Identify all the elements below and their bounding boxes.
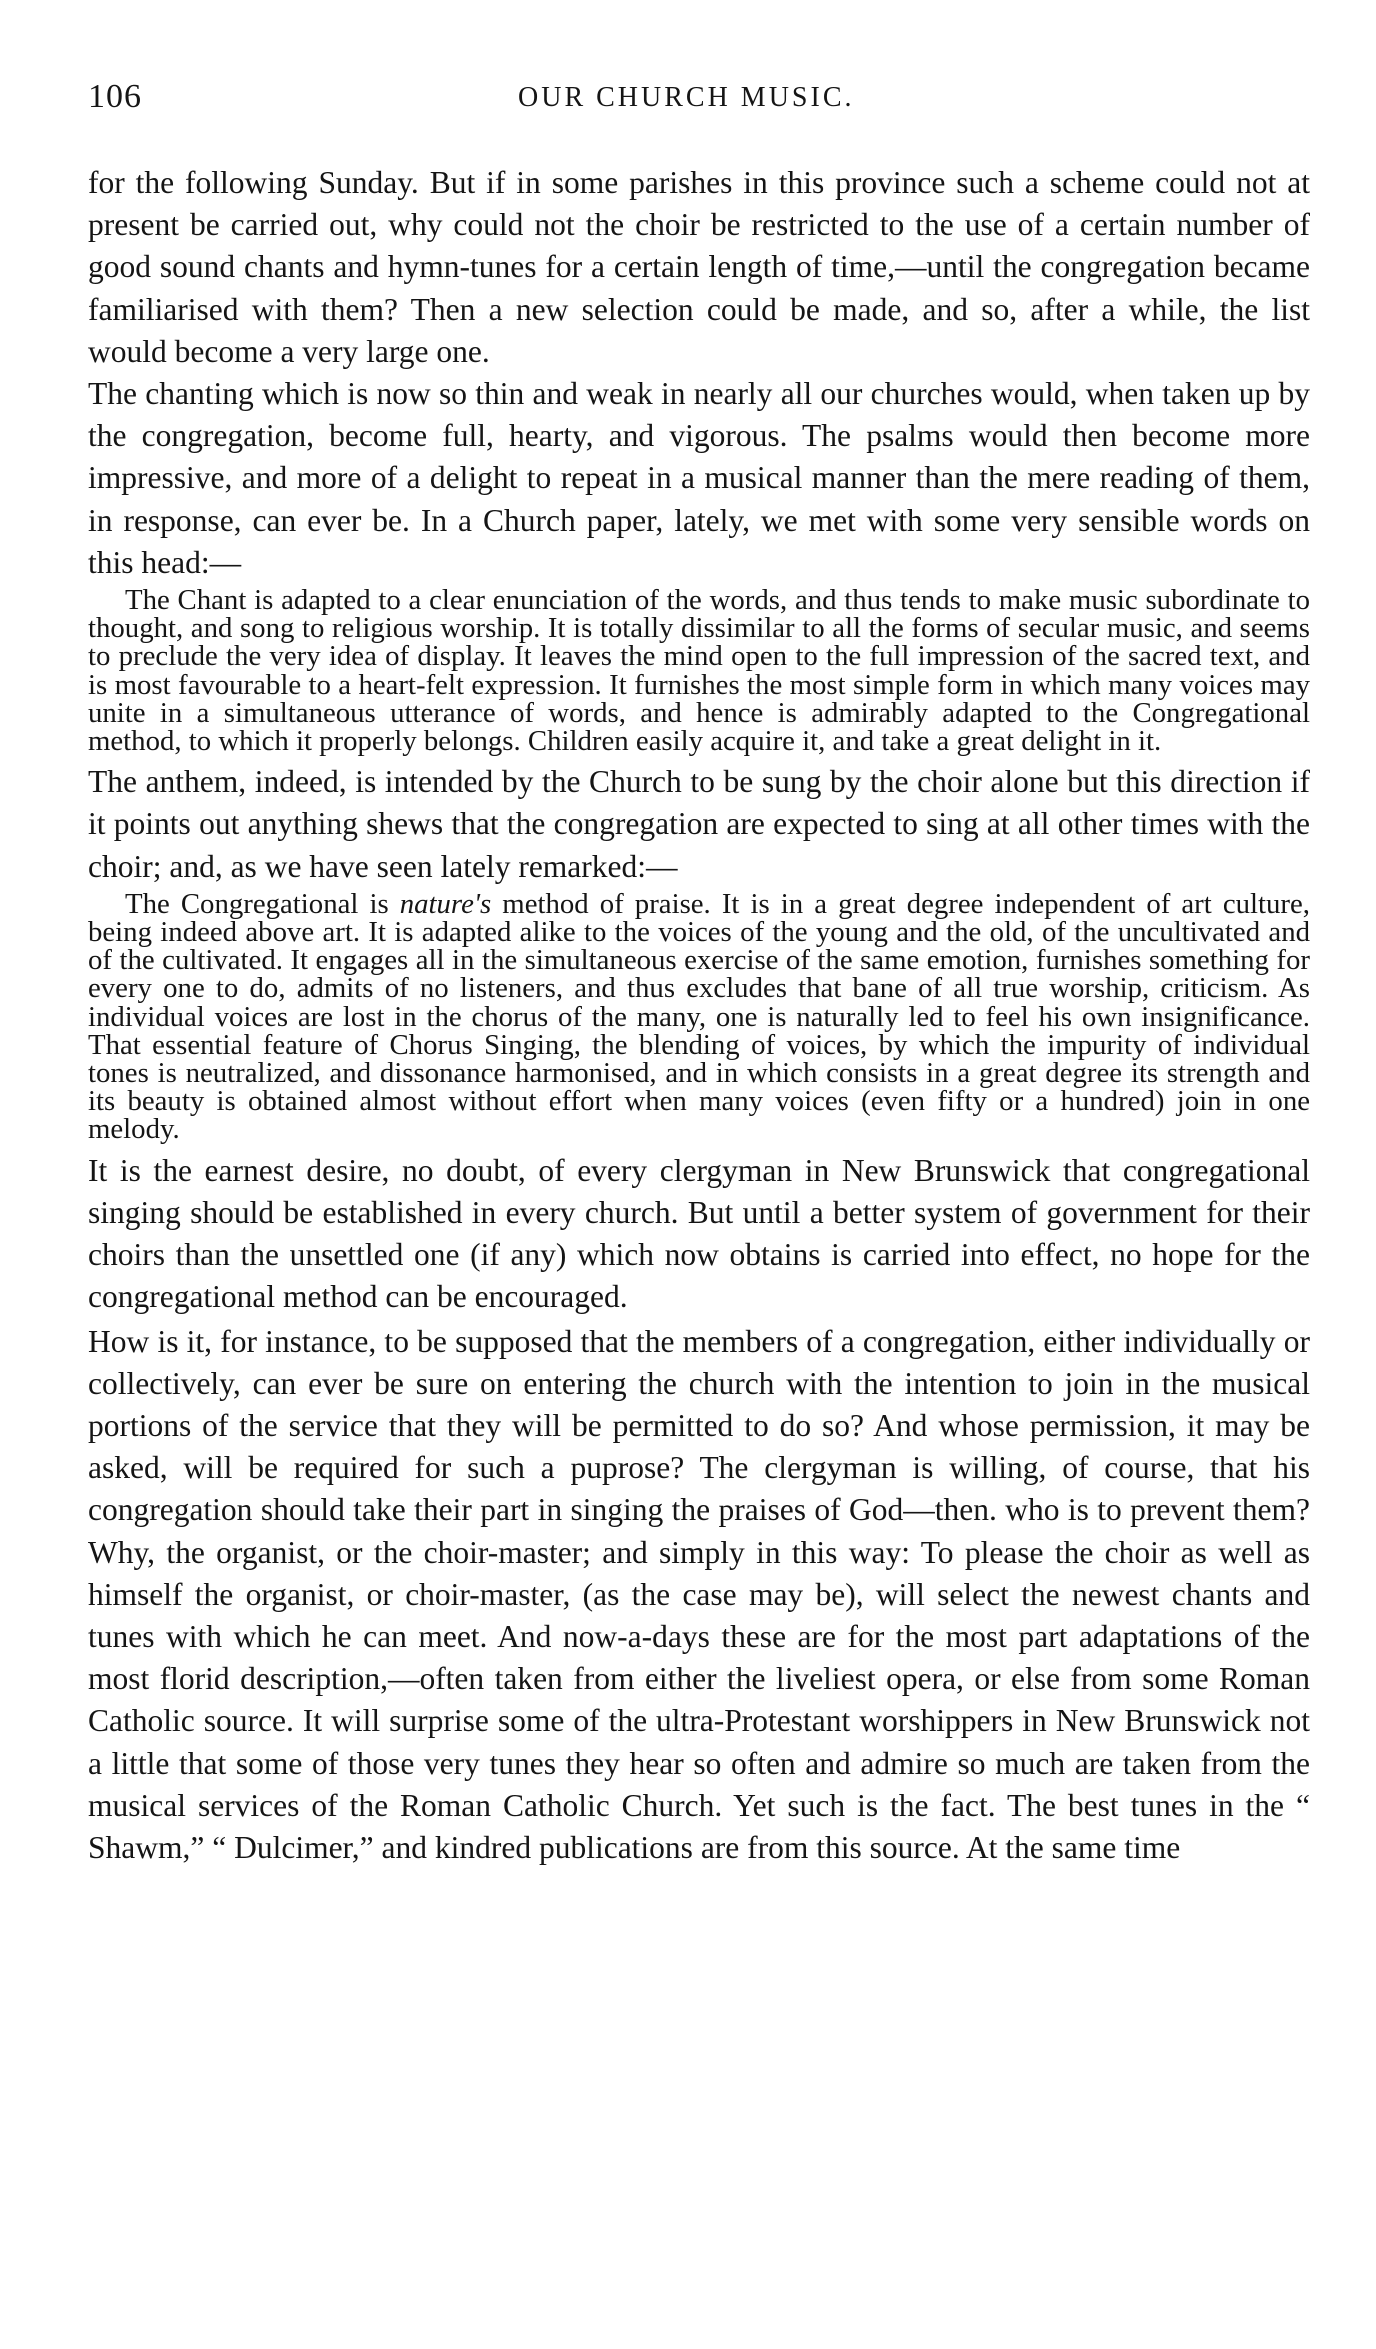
paragraph: How is it, for instance, to be supposed that the members of a congregation, either individually or collectively, can ever be sure on entering the church with the intention to join in the musical portions of the service that they will be permitted to do so? And whose permission, it may be asked, will be required for such a puprose? The clergyman is willing, of course, that his congregation should take their part in singing the praises of God—then. who is to prevent them? Why, the organist, or the choir-master; and simply in this way: To please the choir as well as himself the organist, or choir-master, (as the case may be), will select the newest chants and tunes with which he can meet. And now-a-days these are for the most part adaptations of the most florid description,—often taken from either the liveliest opera, or else from some Roman Catholic source. It will surprise some of the ultra-Protestant worshippers in New Brunswick not a little that some of those very tunes they hear so often and admire so much are taken from the musical services of the Roman Catholic Church. Yet such is the fact. The best tunes in the “ Shawm,” “ Dulcimer,” and kindred publications are from this source. At the same time	[88, 1323, 1310, 1865]
paragraph: The anthem, indeed, is intended by the Church to be sung by the choir alone but this direction if it points out anything shews that the congregation are expected to sing at all other times with the choir; and, as we have seen lately remarked:—	[88, 764, 1310, 884]
quote-text: The Congregational is	[125, 887, 400, 920]
page-body	[88, 162, 1310, 1869]
block-quote	[88, 887, 1310, 1146]
paragraph: The chanting which is now so thin and weak in nearly all our churches would, when taken up by the congregation, become full, hearty, and vigorous. The psalms would then become more impressive, and more of a delight to repeat in a musical manner than the mere reading of them, in response, can ever be. In a Church paper, lately, we met with some very sensible words on this head:—	[88, 376, 1310, 580]
paragraph: for the following Sunday. But if in some parishes in this province such a scheme could not at present be carried out, why could not the choir be restricted to the use of a certain number of good sound chants and hymn-tunes for a certain length of time,—until the congregation became familiarised with them? Then a new selection could be made, and so, after a while, the list would become a very large one.	[88, 165, 1310, 369]
paragraph: It is the earnest desire, no doubt, of every clergyman in New Brunswick that congregational singing should be established in every church. But until a better system of government for their choirs than the unsettled one (if any) which now obtains is carried into effect, no hope for the congregational method can be encouraged.	[88, 1152, 1310, 1315]
page-number: 106	[88, 78, 142, 115]
quote-text: method of praise. It is in a great degree independent of art culture, being indeed above art. It is adapted alike to the voices of the young and the old, of the uncultivated and of the cultivated. It engages all in the simultaneous exercise of the same emotion, furnishes something for every one to do, admits of no listeners, and thus excludes that bane of all true worship, criticism. As individual voices are lost in the chorus of the many, one is naturally led to feel his own insignificance. That essential feature of Chorus Singing, the blending of voices, by which the impurity of individual tones is neutralized, and dissonance harmonised, and in which consists in a great degree its strength and its beauty is obtained almost without effort when many voices (even fifty or a hundred) join in one melody.	[88, 887, 1310, 1146]
emphasis-text: nature's	[399, 887, 492, 920]
running-head: OUR CHURCH MUSIC.	[518, 82, 855, 113]
block-quote: The Chant is adapted to a clear enunciation of the words, and thus tends to make music subordinate to thought, and song to religious worship. It is totally dissimilar to all the forms of secular music, and seems to preclude the very idea of display. It leaves the mind open to the full impression of the sacred text, and is most favourable to a heart-felt expression. It furnishes the most simple form in which many voices may unite in a simultaneous utterance of words, and hence is admirably adapted to the Congregational method, to which it properly belongs. Children easily acquire it, and take a great delight in it.	[88, 584, 1310, 758]
page-header	[88, 78, 1310, 118]
